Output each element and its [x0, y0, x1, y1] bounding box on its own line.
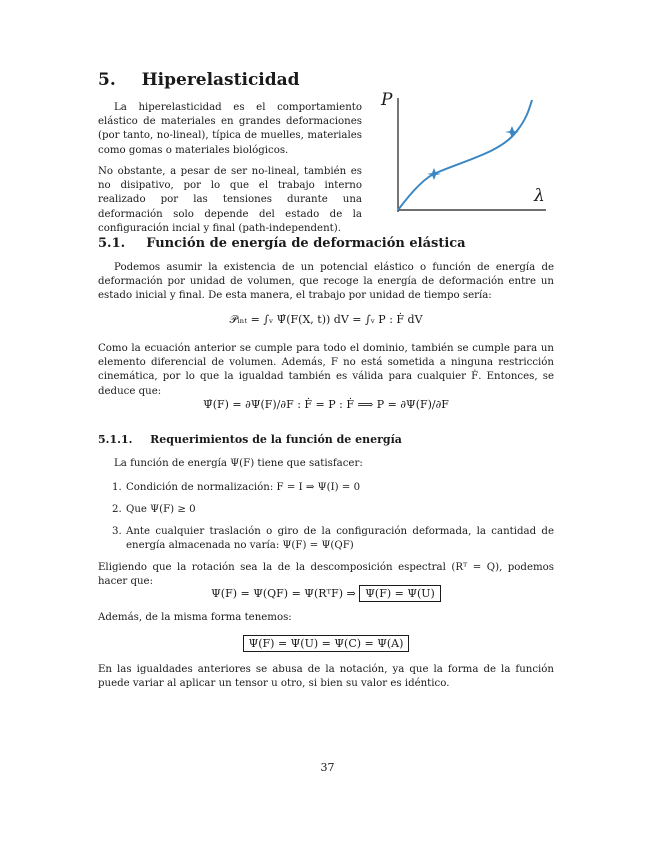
subsection-paragraph-2: Como la ecuación anterior se cumple para todo el dominio, también se cumple para un elemento diferencial de volumen. Además, F no está sometida a ninguna restricción cinemática, por lo que la igualdad también es válida para cualquier Ḟ. Entonces, se deduce que:: [98, 343, 554, 397]
equation-energy-invariance: [98, 585, 554, 602]
list-item: [112, 481, 554, 495]
subsection-title: Función de energía de deformación elástica: [146, 236, 466, 251]
subsection-number: 5.1.: [98, 236, 126, 251]
curve-marker: [505, 126, 519, 138]
subsection-heading: [98, 236, 466, 251]
list-item: [112, 525, 554, 554]
curve-marker: [427, 168, 441, 180]
list-item-text: Que Ψ(F) ≥ 0: [126, 504, 196, 515]
requirements-intro: La función de energía Ψ(F) tiene que satisfacer:: [114, 458, 363, 469]
page-number: 37: [320, 761, 335, 774]
notation-paragraph: En las igualdades anteriores se abusa de la notación, ya que la forma de la función puede variar al aplicar un tensor u otro, si bien su valor es idéntico.: [98, 664, 554, 690]
y-axis-label: P: [381, 90, 393, 110]
load-stretch-figure: [376, 88, 556, 220]
rotation-paragraph: Eligiendo que la rotación sea la de la descomposición espectral (Rᵀ = Q), podemos hacer que:: [98, 562, 554, 588]
intro-paragraph-2: No obstante, a pesar de ser no-lineal, también es no disipativo, por lo que el trabajo interno realizado por las tensiones durante una deformación solo depende del estado de la configuración incial y final (path-independent).: [98, 166, 362, 234]
list-item-number: 1.: [112, 482, 122, 493]
subsubsection-heading: [98, 433, 402, 446]
list-item-number: 2.: [112, 504, 122, 515]
boxed-result-psi-u: Ψ(F) = Ψ(U): [359, 585, 441, 602]
subsubsection-number: 5.1.1.: [98, 433, 133, 446]
equation-energy-invariance-left: Ψ(F) = Ψ(QF) = Ψ(RᵀF) ⇒: [211, 587, 356, 600]
load-curve: [398, 100, 532, 210]
section-number: 5.: [98, 70, 116, 90]
list-item-number: 3.: [112, 526, 122, 537]
list-item-text: Ante cualquier traslación o giro de la configuración deformada, la cantidad de energía almacenada no varía: Ψ(F) = Ψ(QF): [126, 526, 554, 552]
equation-internal-power: 𝒫ᵢₙₜ = ∫ᵥ Ψ̇(F(X, t)) dV = ∫ᵥ P : Ḟ dV: [229, 313, 423, 326]
equation-energy-equivalence: [98, 635, 554, 652]
boxed-result-psi-equivalence: Ψ(F) = Ψ(U) = Ψ(C) = Ψ(A): [243, 635, 410, 652]
list-item: [112, 503, 554, 517]
equation-stress-derivative: Ψ̇(F) = ∂Ψ(F)/∂F : Ḟ = P : Ḟ ⟹ P = ∂Ψ(F)/∂F: [203, 398, 449, 411]
subsubsection-title: Requerimientos de la función de energía: [150, 433, 402, 446]
intro-paragraph-1: La hiperelasticidad es el comportamiento elástico de materiales en grandes deformaciones (por tanto, no-lineal), típica de muelles, materiales como gomas o materiales biológicos.: [98, 102, 362, 156]
section-title: Hiperelasticidad: [141, 70, 300, 90]
list-item-text: Condición de normalización: F = I ⇒ Ψ(I) = 0: [126, 482, 361, 493]
subsection-paragraph-1: Podemos asumir la existencia de un potencial elástico o función de energía de deformación por unidad de volumen, que recoge la energía de deformación entre un estado inicial y final. De esta manera, el trabajo por unidad de tiempo sería:: [98, 262, 554, 302]
section-heading: [98, 70, 300, 90]
likewise-paragraph: Además, de la misma forma tenemos:: [98, 612, 292, 623]
x-axis-label: λ: [534, 186, 545, 206]
